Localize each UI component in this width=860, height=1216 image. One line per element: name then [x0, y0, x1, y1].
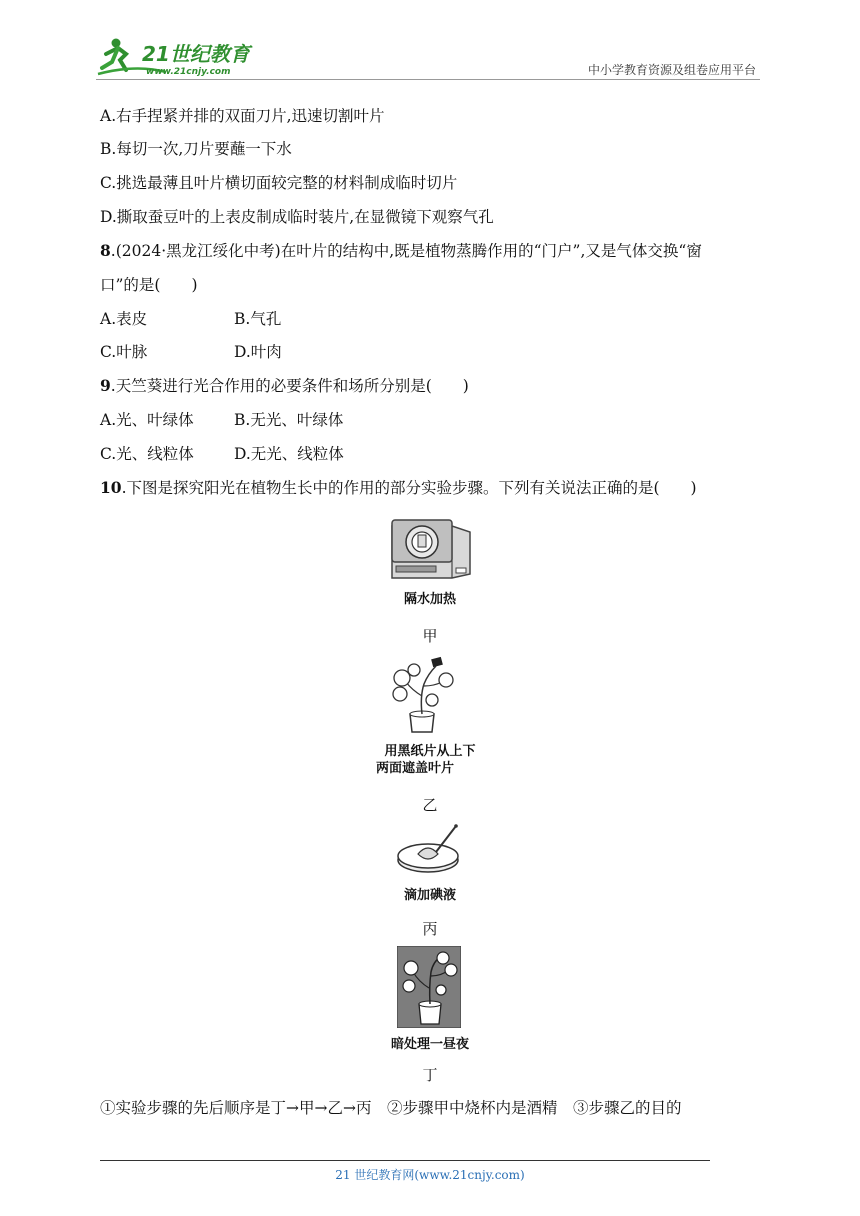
q9-option-d: D.无光、线粒体 [234, 445, 344, 463]
q10-statements-line: ①实验步骤的先后顺序是丁→甲→乙→丙 ②步骤甲中烧杯内是酒精 ③步骤乙的目的 [100, 1099, 682, 1117]
logo-title: 21世纪教育 [142, 42, 250, 66]
fig-bing-label: 丙 [422, 920, 438, 938]
q10-stem [100, 478, 697, 498]
header-divider [96, 79, 760, 80]
fig-ding-label: 丁 [422, 1066, 438, 1084]
fig-yi-caption-line1: 用黑纸片从上下 [384, 744, 476, 759]
dark-treatment-illustration [397, 946, 461, 1028]
q8-number: 8 [100, 241, 111, 260]
q10-number: 10 [100, 478, 122, 497]
q7-option-c: C.挑选最薄且叶片横切面较完整的材料制成临时切片 [100, 174, 458, 192]
covered-leaf-plant-illustration [388, 656, 458, 734]
q8-stem-line2: 口”的是( ) [100, 276, 198, 294]
q8-options-row1 [100, 309, 147, 329]
q7-option-a: A.右手捏紧并排的双面刀片,迅速切割叶片 [100, 107, 385, 125]
header-slogan: 中小学教育资源及组卷应用平台 [587, 63, 756, 77]
fig-yi-label: 乙 [422, 796, 438, 814]
logo-url: www.21cnjy.com [146, 67, 231, 77]
fig-yi-caption-line2: 两面遮盖叶片 [375, 761, 454, 776]
q9-option-a: A.光、叶绿体 [100, 411, 194, 429]
q8-option-d: D.叶肉 [234, 343, 282, 361]
site-logo [96, 34, 266, 80]
q8-stem-line1 [100, 241, 702, 261]
iodine-dish-illustration [396, 824, 462, 878]
q8-option-b: B.气孔 [234, 310, 282, 328]
q9-stem-text: .天竺葵进行光合作用的必要条件和场所分别是( ) [110, 377, 469, 395]
q8-option-c: C.叶脉 [100, 343, 148, 361]
q8-option-a: A.表皮 [100, 310, 148, 328]
water-bath-illustration [386, 516, 472, 580]
q8-stem-text: .(2024·黑龙江绥化中考)在叶片的结构中,既是植物蒸腾作用的“门户”,又是气体交换“窗 [110, 242, 702, 260]
fig-bing-caption: 滴加碘液 [403, 888, 456, 903]
q7-option-d: D.撕取蚕豆叶的上表皮制成临时装片,在显微镜下观察气孔 [100, 208, 494, 226]
footer-source[interactable]: 21 世纪教育网(www.21cnjy.com) [335, 1168, 525, 1182]
q9-number: 9 [100, 376, 111, 395]
q9-stem [100, 376, 469, 396]
footer-divider [100, 1160, 710, 1161]
fig-ding-caption: 暗处理一昼夜 [390, 1037, 469, 1052]
q9-option-b: B.无光、叶绿体 [234, 411, 344, 429]
fig-jia-label: 甲 [422, 627, 438, 645]
q9-option-c: C.光、线粒体 [100, 445, 194, 463]
fig-jia-caption: 隔水加热 [403, 592, 456, 607]
q10-stem-text: .下图是探究阳光在植物生长中的作用的部分实验步骤。下列有关说法正确的是( ) [121, 479, 697, 497]
q7-option-b: B.每切一次,刀片要蘸一下水 [100, 140, 292, 158]
